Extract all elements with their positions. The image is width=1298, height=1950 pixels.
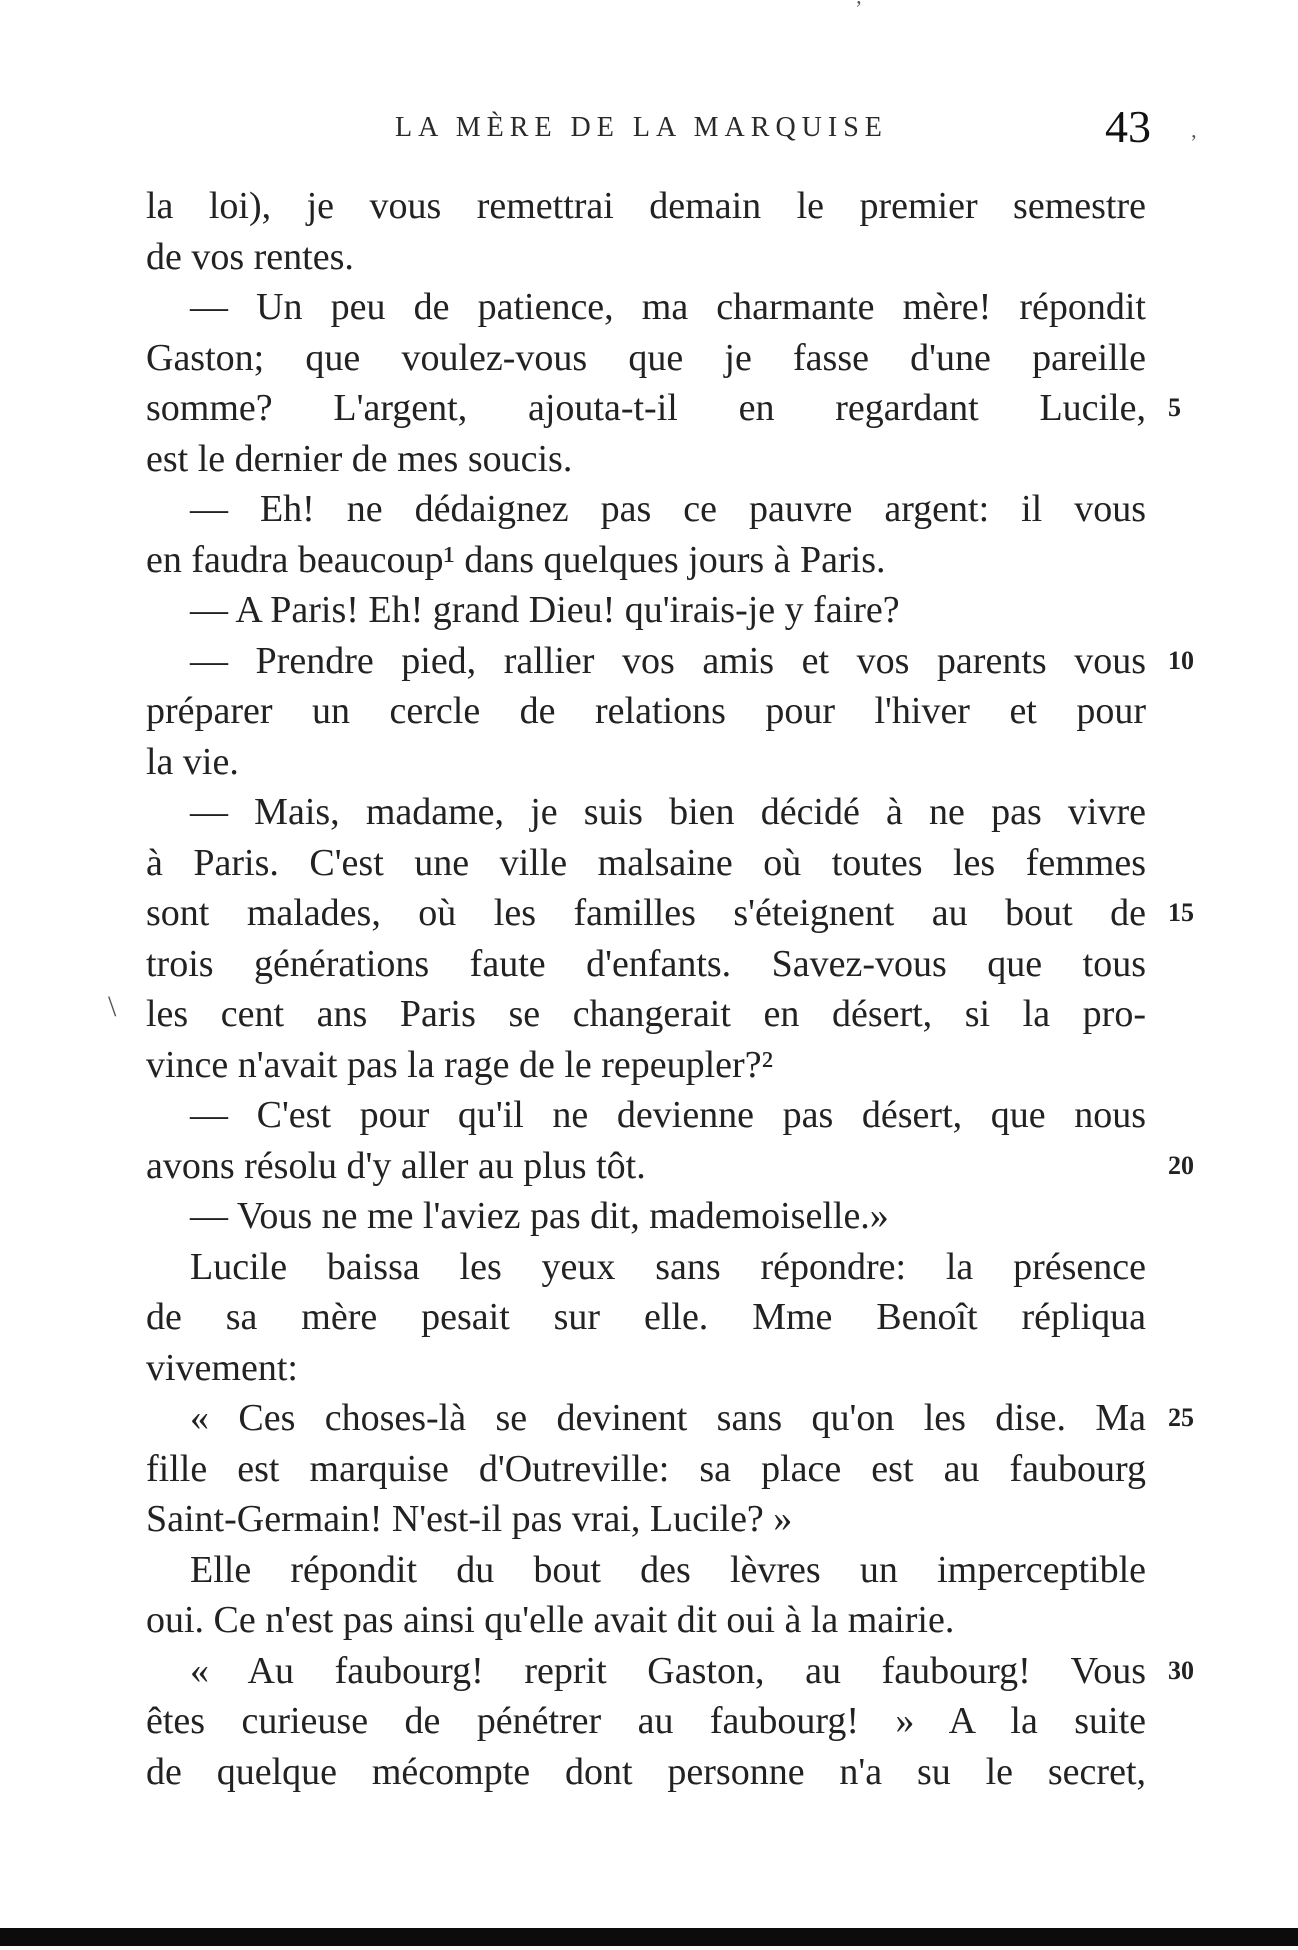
text-line: — C'est pour qu'il ne devienne pas désert, que nous: [190, 1094, 1146, 1136]
text-line: Saint-Germain! N'est-il pas vrai, Lucile? »: [146, 1498, 793, 1540]
margin-line-number: 5: [1168, 393, 1181, 422]
margin-line-number: 10: [1168, 645, 1194, 675]
text-line: Lucile baissa les yeux sans répondre: la présence: [190, 1245, 1146, 1288]
text-line: de quelque mécompte dont personne n'a su le secret,: [146, 1750, 1146, 1793]
text-line: vince n'avait pas la rage de le repeupler?²: [146, 1043, 773, 1086]
text-line: avons résolu d'y aller au plus tôt.: [146, 1144, 646, 1187]
text-line: — Prendre pied, rallier vos amis et vos parents vous: [190, 639, 1146, 682]
page-number: 43: [1105, 101, 1151, 152]
text-line: « Au faubourg! reprit Gaston, au faubourg! Vous: [190, 1649, 1146, 1692]
text-line: sont malades, où les familles s'éteignent au bout de: [146, 892, 1146, 934]
text-line: les cent ans Paris se changerait en désert, si la pro-: [146, 993, 1146, 1035]
text-line: êtes curieuse de pénétrer au faubourg! » A la suite: [146, 1700, 1146, 1742]
text-line: de sa mère pesait sur elle. Mme Benoît répliqua: [146, 1296, 1146, 1338]
text-line: Gaston; que voulez-vous que je fasse d'une pareille: [146, 336, 1146, 379]
text-line: à Paris. C'est une ville malsaine où toutes les femmes: [146, 841, 1146, 884]
text-line: préparer un cercle de relations pour l'hiver et pour: [146, 690, 1146, 732]
text-line: fille est marquise d'Outreville: sa place est au faubourg: [146, 1447, 1146, 1490]
text-line: — A Paris! Eh! grand Dieu! qu'irais-je y faire?: [190, 589, 900, 631]
text-line: la vie.: [146, 740, 239, 783]
margin-line-number: 25: [1168, 1403, 1194, 1432]
text-line: oui. Ce n'est pas ainsi qu'elle avait dit oui à la mairie.: [146, 1599, 955, 1641]
text-line: vivement:: [146, 1346, 298, 1389]
text-line: somme? L'argent, ajouta-t-il en regardant Lucile,: [146, 387, 1146, 429]
print-speck: ʼ: [1190, 130, 1198, 155]
text-line: en faudra beaucoup¹ dans quelques jours à Paris.: [146, 538, 886, 581]
margin-line-number: 30: [1168, 1655, 1194, 1685]
text-line: — Eh! ne dédaignez pas ce pauvre argent: il vous: [190, 488, 1146, 530]
text-line: — Un peu de patience, ma charmante mère! répondit: [190, 286, 1146, 328]
text-line: la loi), je vous remettrai demain le premier semestre: [146, 185, 1146, 227]
print-speck: \: [108, 990, 117, 1023]
text-line: « Ces choses-là se devinent sans qu'on les dise. Ma: [190, 1397, 1146, 1439]
text-line: Elle répondit du bout des lèvres un imperceptible: [190, 1548, 1146, 1591]
text-line: de vos rentes.: [146, 235, 354, 278]
margin-line-number: 15: [1168, 898, 1194, 927]
text-line: — Vous ne me l'aviez pas dit, mademoiselle.»: [190, 1195, 889, 1237]
running-head: LA MÈRE DE LA MARQUISE: [395, 112, 888, 143]
body-text: [146, 181, 1146, 1797]
print-speck: ʼ: [855, 0, 863, 21]
scan-edge-bar: [0, 1928, 1298, 1946]
text-line: — Mais, madame, je suis bien décidé à ne pas vivre: [190, 791, 1146, 833]
margin-line-number: 20: [1168, 1150, 1194, 1180]
text-line: trois générations faute d'enfants. Savez-vous que tous: [146, 942, 1146, 985]
text-line: est le dernier de mes soucis.: [146, 437, 573, 480]
